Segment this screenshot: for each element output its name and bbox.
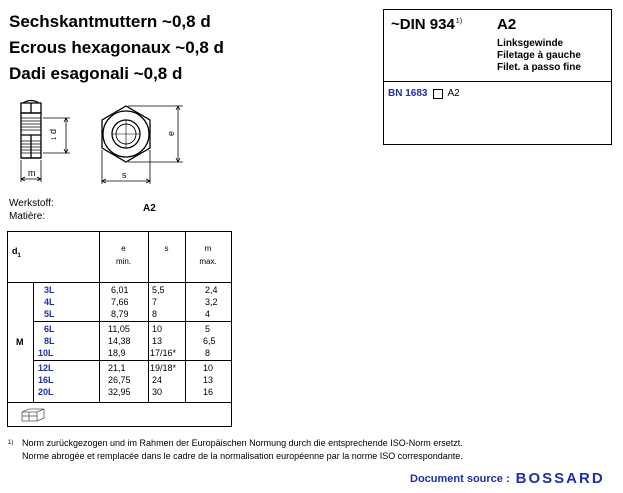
footnote-marker: 1) [8,440,14,446]
standard-header-box [383,9,612,145]
footnote-fr: Norme abrogée et remplacée dans le cadre de la normalisation européenne par la norme ISO correspondante. [22,451,463,461]
title-de: Sechskantmuttern ~0,8 d [9,12,211,31]
standard-grade: A2 [497,16,517,33]
header-s: s [164,244,169,253]
header-m: m max. [199,244,217,266]
thread-note-fr: Filetage à gauche [497,50,581,61]
s-label: s [122,170,127,180]
footnote [9,437,463,463]
bn-row [388,88,460,99]
footnote-de: Norm zurückgezogen und im Rahmen der Europäischen Normung durch die entsprechende ISO-Norm ersetzt. [22,438,463,448]
material-value: A2 [143,203,156,214]
col-rule-e [99,232,100,402]
header-d1: $d_1$ [12,246,21,259]
header-e: e min. [115,244,132,266]
group-rule-2 [33,360,231,361]
source-label: Document source : [410,472,510,485]
header-divider [384,81,611,82]
bn-code[interactable]: BN 1683 [388,88,428,99]
bn-grade: A2 [447,88,460,99]
bossard-logo[interactable]: BOSSARD [515,470,605,487]
material-labels [9,197,54,223]
group-rule-1 [33,321,231,322]
d1-sub-label: 1 [52,136,58,140]
thread-note-de: Linksgewinde [497,38,564,49]
title-fr: Ecrous hexagonaux ~0,8 d [9,38,224,57]
thread-notes [497,38,581,74]
col-rule-m [185,232,186,402]
thread-note-it: Filet. a passo fine [497,62,581,73]
material-label-de: Werkstoff: [9,198,54,209]
body-bottom-rule [8,402,231,403]
col-rule-s [148,232,149,402]
d1-label: d [48,128,58,134]
document-source [410,470,605,487]
bn-checkbox[interactable] [433,89,443,99]
standard-label: ~DIN 934$^{1)}$ [391,16,463,33]
header-rule [8,282,231,283]
material-label-fr: Matière: [9,211,46,222]
package-icon [20,407,46,423]
e-label: e [166,130,176,136]
m-label: m [28,168,36,178]
group-label: M [16,337,24,347]
dimension-table: $d_1$ e min. s m max. M 3L 6,01 5,5 2,4 4L 7,66 7 3,2 5L 8,79 8 4 6L 11,05 10 5 8L 14,38 13 6,5 10L 18,9 17/16* 8 12L 21,1 19/18* 10 16L 26,75 24 13 20L 32,95 30 16 [7,231,232,427]
hex-nut-drawing [8,96,198,192]
group-rule [33,282,34,402]
title-it: Dadi esagonali ~0,8 d [9,64,183,83]
